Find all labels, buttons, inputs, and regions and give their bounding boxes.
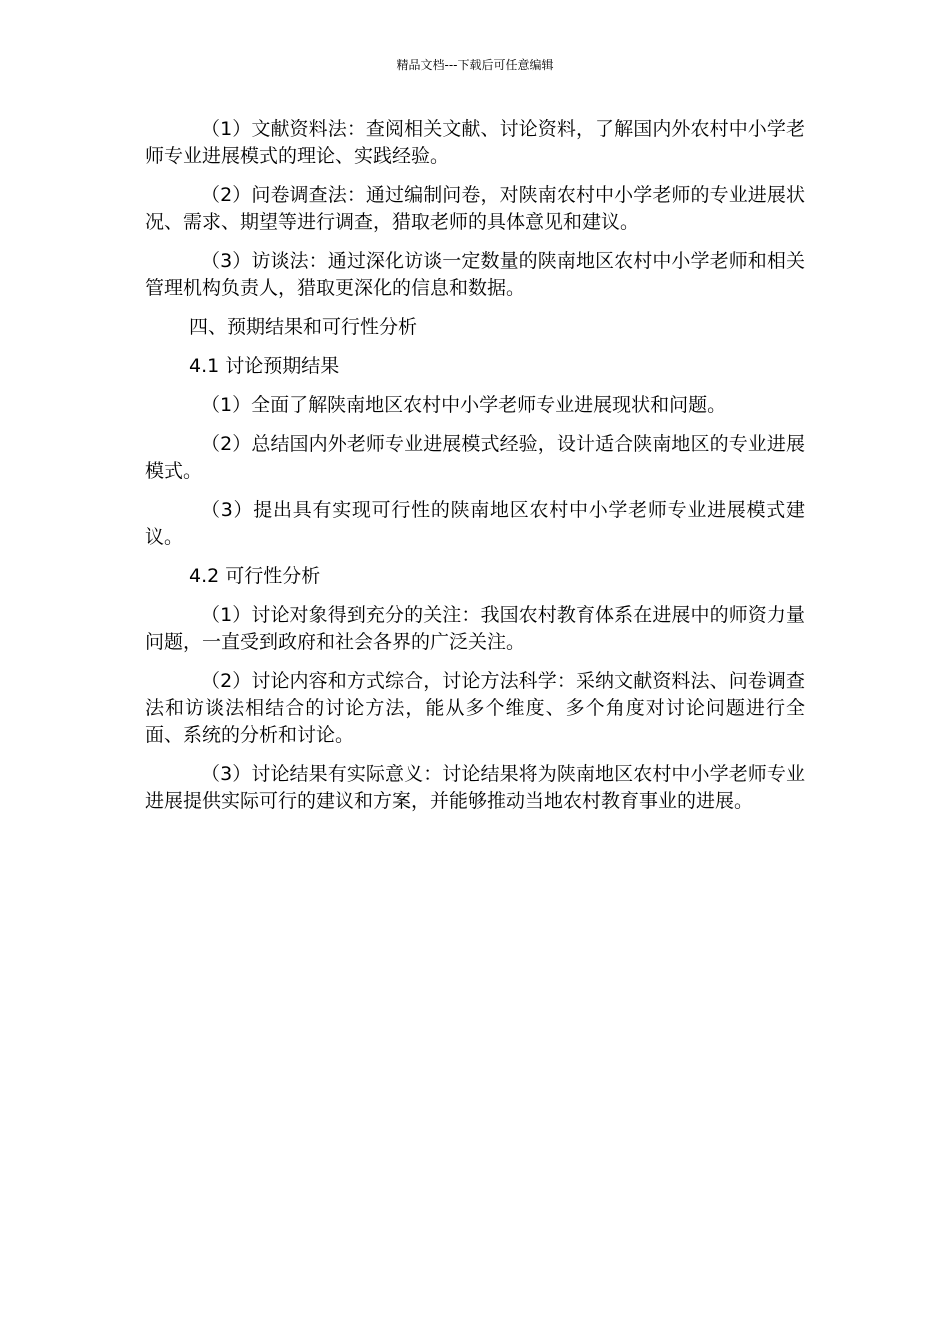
expected-result-2: （2）总结国内外老师专业进展模式经验，设计适合陕南地区的专业进展模式。 [145, 433, 805, 482]
page-header: 精品文档---下载后可任意编辑 [396, 58, 554, 72]
expected-result-3: （3）提出具有实现可行性的陕南地区农村中小学老师专业进展模式建议。 [145, 499, 805, 548]
subsection-heading-4-1: 4.1 讨论预期结果 [189, 355, 340, 377]
method-questionnaire: （2）问卷调查法：通过编制问卷，对陕南农村中小学老师的专业进展状况、需求、期望等进行调查，猎取老师的具体意见和建议。 [145, 184, 805, 233]
method-literature: （1）文献资料法：查阅相关文献、讨论资料，了解国内外农村中小学老师专业进展模式的理论、实践经验。 [145, 118, 805, 167]
expected-result-1: （1）全面了解陕南地区农村中小学老师专业进展现状和问题。 [201, 394, 727, 416]
document-body [145, 116, 805, 827]
feasibility-3: （3）讨论结果有实际意义：讨论结果将为陕南地区农村中小学老师专业进展提供实际可行的建议和方案，并能够推动当地农村教育事业的进展。 [145, 763, 805, 812]
feasibility-1: （1）讨论对象得到充分的关注：我国农村教育体系在进展中的师资力量问题，一直受到政府和社会各界的广泛关注。 [145, 604, 805, 653]
section-heading-4: 四、预期结果和可行性分析 [189, 316, 418, 338]
feasibility-2: （2）讨论内容和方式综合，讨论方法科学：采纳文献资料法、问卷调查法和访谈法相结合的讨论方法，能从多个维度、多个角度对讨论问题进行全面、系统的分析和讨论。 [145, 670, 805, 746]
method-interview: （3）访谈法：通过深化访谈一定数量的陕南地区农村中小学老师和相关管理机构负责人，猎取更深化的信息和数据。 [145, 250, 805, 299]
subsection-heading-4-2: 4.2 可行性分析 [189, 565, 321, 587]
